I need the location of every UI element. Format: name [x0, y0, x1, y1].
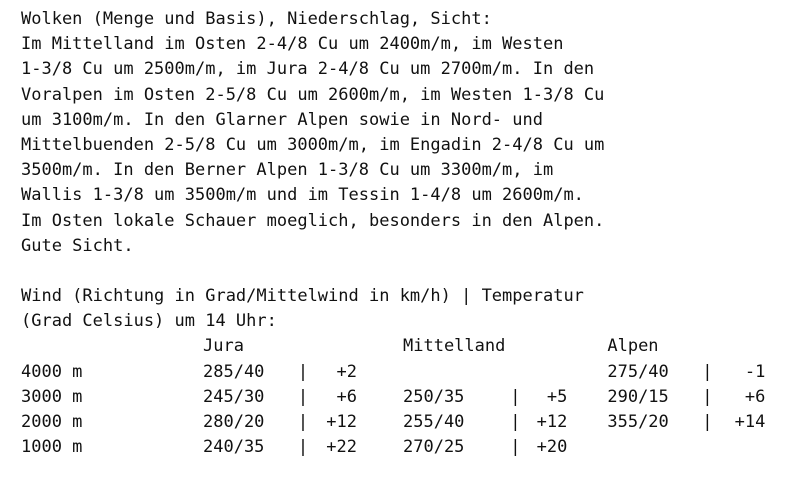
column-separator: | — [297, 437, 309, 458]
column-separator: | — [702, 412, 713, 433]
clouds-line: um 3100m/m. In den Glarner Alpen sowie in Nord- und — [21, 109, 543, 130]
altitude-header — [21, 334, 203, 359]
forecast-document — [21, 7, 791, 460]
table-row — [21, 435, 765, 460]
wind-heading: Wind (Richtung in Grad/Mittelwind in km/h) | Temperatur — [21, 286, 584, 307]
column-separator — [697, 435, 717, 460]
column-separator: | — [510, 386, 521, 407]
column-separator: | — [702, 361, 713, 382]
mittelland-temp-cell: +20 — [536, 437, 568, 458]
clouds-line: Im Osten lokale Schauer moeglich, besonders in den Alpen. — [21, 210, 605, 231]
altitude-cell: 4000 m — [21, 361, 83, 382]
alpen-temp-cell: +14 — [734, 412, 766, 433]
altitude-cell: 2000 m — [21, 412, 83, 433]
jura-temp-cell: +6 — [336, 386, 357, 407]
jura-wind-cell: 285/40 — [203, 361, 265, 382]
alpen-wind-cell — [607, 435, 697, 460]
clouds-line: Mittelbuenden 2-5/8 Cu um 3000m/m, im Engadin 2-4/8 Cu um — [21, 134, 605, 155]
table-header-row — [21, 334, 765, 359]
jura-temp-cell: +22 — [326, 437, 357, 458]
alpen-temp-cell — [717, 435, 765, 460]
column-separator: | — [297, 412, 309, 433]
clouds-line: Wallis 1-3/8 um 3500m/m und im Tessin 1-4/8 um 2600m/m. — [21, 185, 584, 206]
table-row — [21, 410, 765, 435]
jura-wind-cell: 245/30 — [203, 386, 265, 407]
mittelland-wind-cell — [403, 360, 505, 385]
alpen-temp-cell: -1 — [744, 361, 766, 382]
column-header-jura: Jura — [203, 336, 244, 357]
column-separator: | — [297, 386, 309, 407]
clouds-line: 3500m/m. In den Berner Alpen 1-3/8 Cu um 3300m/m, im — [21, 160, 554, 181]
jura-temp-cell: +2 — [336, 361, 357, 382]
mittelland-temp-cell: +12 — [536, 412, 568, 433]
wind-temperature-table — [21, 334, 765, 460]
clouds-line: Im Mittelland im Osten 2-4/8 Cu um 2400m/m, im Westen — [21, 34, 564, 55]
column-separator: | — [297, 361, 309, 382]
alpen-wind-cell: 290/15 — [607, 386, 669, 407]
wind-heading-continued: (Grad Celsius) um 14 Uhr: — [21, 311, 277, 332]
clouds-heading: Wolken (Menge und Basis), Niederschlag, Sicht: — [21, 9, 492, 29]
alpen-wind-cell: 275/40 — [607, 361, 669, 382]
column-header-mittelland: Mittelland — [403, 336, 506, 357]
column-separator: | — [510, 412, 521, 433]
jura-wind-cell: 280/20 — [203, 412, 265, 433]
clouds-line: 1-3/8 Cu um 2500m/m, im Jura 2-4/8 Cu um 2700m/m. In den — [21, 59, 595, 80]
table-row — [21, 385, 765, 410]
jura-temp-cell: +12 — [326, 412, 357, 433]
paragraph-spacer — [21, 259, 791, 284]
jura-wind-cell: 240/35 — [203, 437, 265, 458]
mittelland-wind-cell: 270/25 — [403, 437, 465, 458]
clouds-line: Voralpen im Osten 2-5/8 Cu um 2600m/m, im Westen 1-3/8 Cu — [21, 84, 605, 105]
column-separator — [505, 360, 525, 385]
alpen-temp-cell: +6 — [744, 386, 766, 407]
column-separator: | — [702, 386, 713, 407]
alpen-wind-cell: 355/20 — [607, 412, 669, 433]
mittelland-wind-cell: 255/40 — [403, 412, 465, 433]
altitude-cell: 1000 m — [21, 437, 83, 458]
clouds-line: Gute Sicht. — [21, 235, 134, 256]
column-separator: | — [510, 437, 521, 458]
table-row — [21, 360, 765, 385]
mittelland-temp-cell: +5 — [546, 386, 568, 407]
mittelland-temp-cell — [525, 360, 567, 385]
mittelland-wind-cell: 250/35 — [403, 386, 465, 407]
altitude-cell: 3000 m — [21, 386, 83, 407]
column-header-alpen: Alpen — [607, 336, 659, 357]
